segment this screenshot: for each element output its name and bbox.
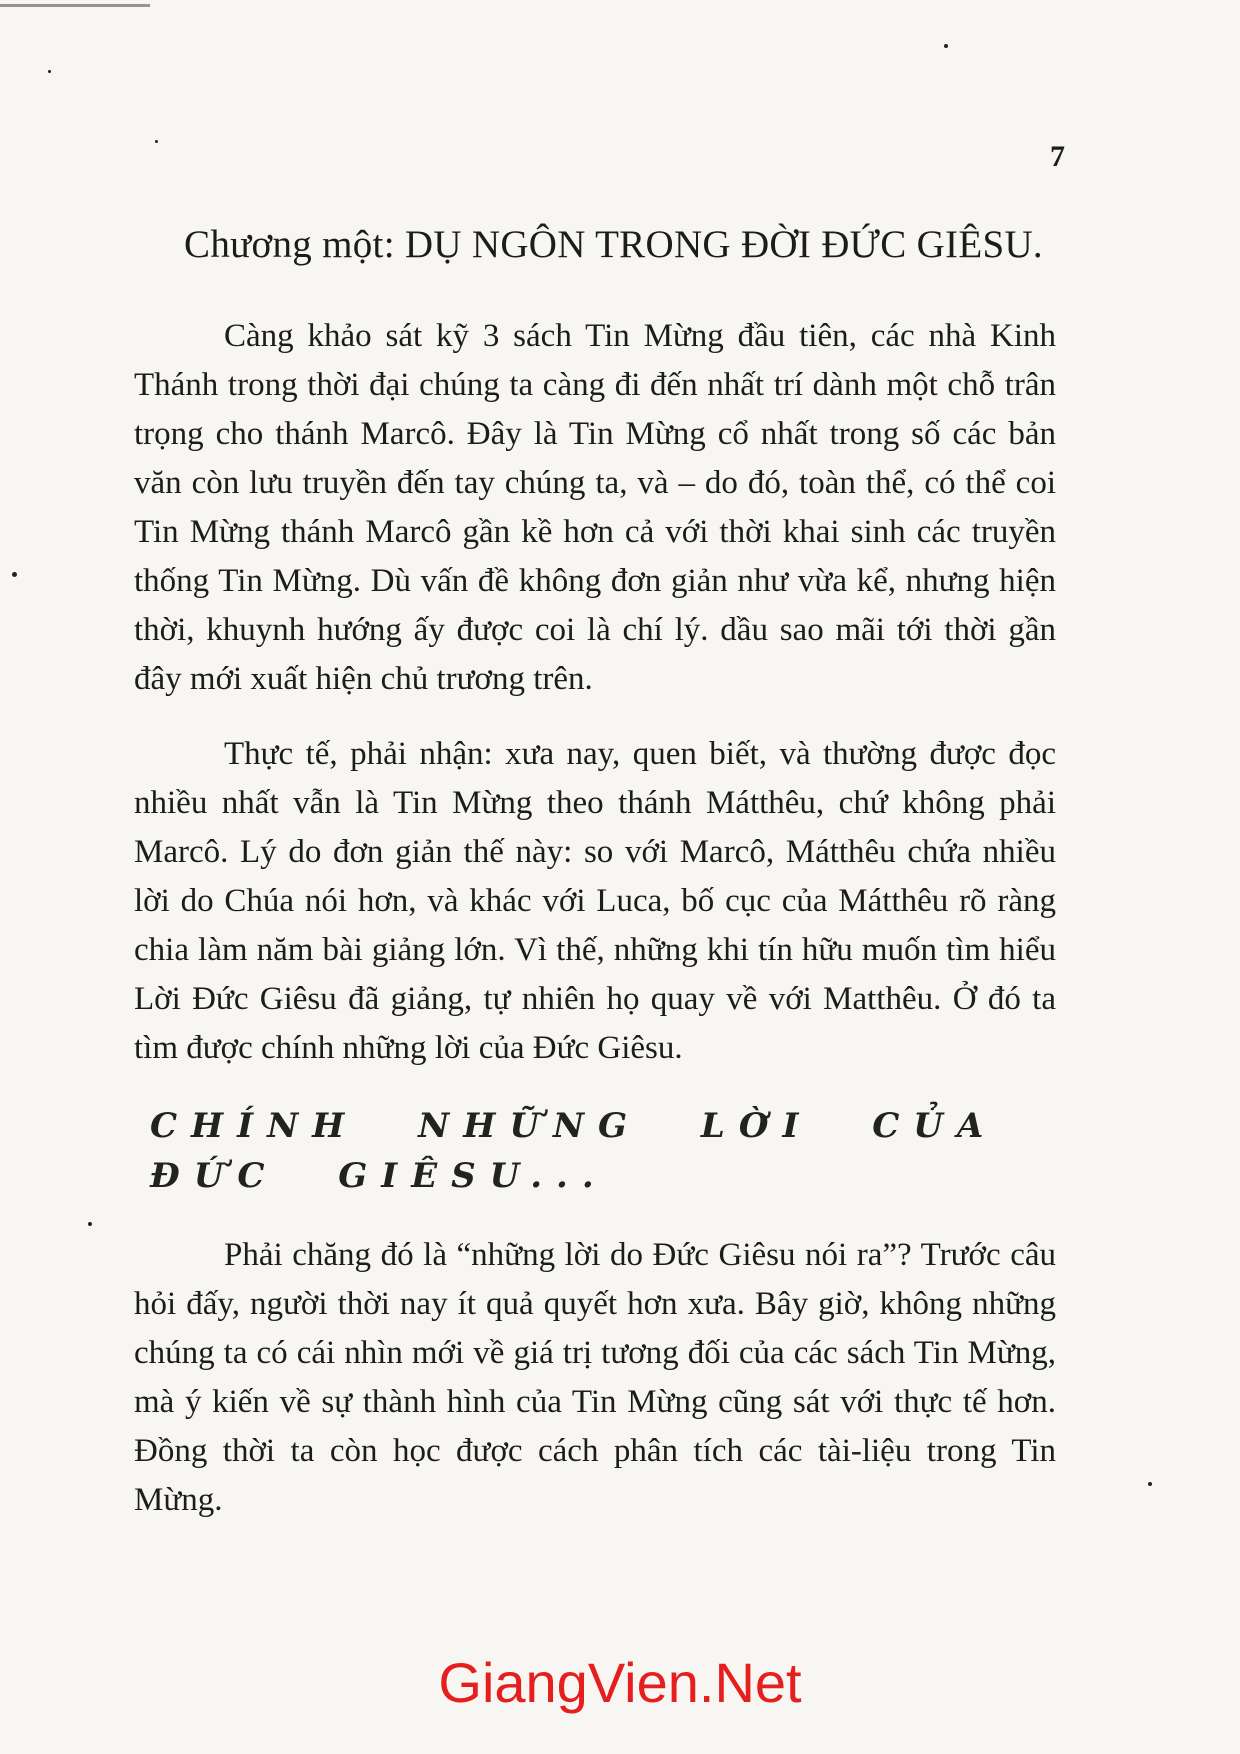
section-heading: CHÍNH NHỮNG LỜI CỦA ĐỨC GIÊSU... — [150, 1106, 998, 1196]
scan-speck — [88, 1222, 92, 1226]
watermark: GiangVien.Net — [438, 1651, 802, 1714]
scan-speck — [155, 140, 158, 143]
scan-speck — [48, 70, 51, 73]
page-body — [134, 312, 1056, 1551]
paragraph: Thực tế, phải nhận: xưa nay, quen biết, và thường được đọc nhiều nhất vẫn là Tin Mừng theo thánh Mátthêu, chứ không phải Marcô. Lý do đơn giản thế này: so với Marcô, Mátthêu chứa nhiều lời do Chúa nói hơn, và khác với Luca, bố cục của Mátthêu rõ ràng chia làm năm bài giảng lớn. Vì thế, những khi tín hữu muốn tìm hiểu Lời Đức Giêsu đã giảng, tự nhiên họ quay về với Matthêu. Ở đó ta tìm được chính những lời của Đức Giêsu. — [134, 736, 1056, 1066]
paragraph: Càng khảo sát kỹ 3 sách Tin Mừng đầu tiên, các nhà Kinh Thánh trong thời đại chúng ta càng đi đến nhất trí dành một chỗ trân trọng cho thánh Marcô. Đây là Tin Mừng cổ nhất trong số các bản văn còn lưu truyền đến tay chúng ta, và – do đó, toàn thể, có thể coi Tin Mừng thánh Marcô gần kề hơn cả với thời khai sinh các truyền thống Tin Mừng. Dù vấn đề không đơn giản như vừa kể, nhưng hiện thời, khuynh hướng ấy được coi là chí lý. dầu sao mãi tới thời gần đây mới xuất hiện chủ trương trên. — [134, 318, 1056, 697]
scan-speck — [1148, 1482, 1152, 1486]
scan-edge-mark — [0, 4, 150, 7]
paragraph: Phải chăng đó là “những lời do Đức Giêsu nói ra”? Trước câu hỏi đấy, người thời nay ít quả quyết hơn xưa. Bây giờ, không những chúng ta có cái nhìn mới về giá trị tương đối của các sách Tin Mừng, mà ý kiến về sự thành hình của Tin Mừng cũng sát với thực tế hơn. Đồng thời ta còn học được cách phân tích các tài-liệu trong Tin Mừng. — [134, 1237, 1056, 1518]
scan-speck — [944, 44, 948, 48]
scan-speck — [12, 572, 17, 577]
chapter-title: Chương một: DỤ NGÔN TRONG ĐỜI ĐỨC GIÊSU. — [184, 223, 1043, 266]
page-number: 7 — [1050, 140, 1065, 173]
